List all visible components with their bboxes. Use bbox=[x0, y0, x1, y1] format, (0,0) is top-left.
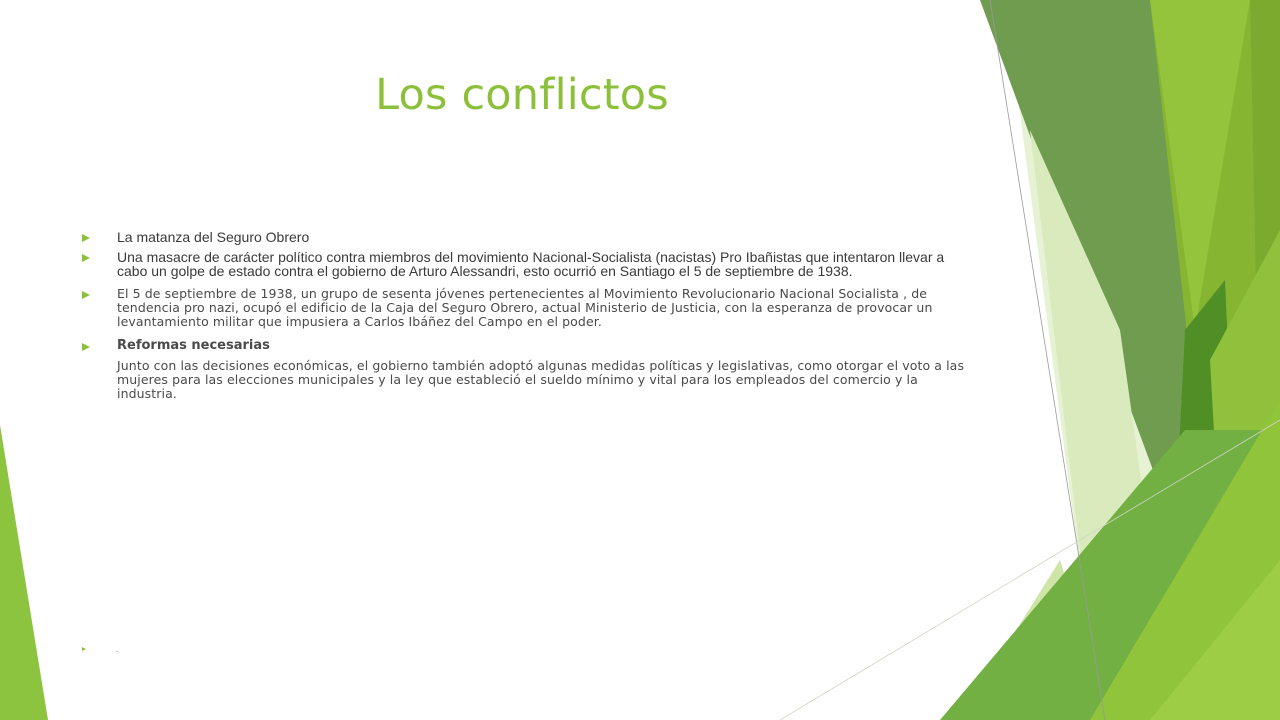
triangle-right-icon bbox=[82, 291, 90, 299]
bullet-item-reformas bbox=[82, 338, 972, 353]
triangle-right-icon bbox=[82, 234, 90, 242]
triangle-right-icon bbox=[82, 343, 90, 351]
slide-content bbox=[82, 230, 972, 401]
trailing-empty-bullet bbox=[82, 646, 122, 656]
triangle-right-icon bbox=[82, 254, 90, 262]
slide-title: Los conflictos bbox=[375, 70, 669, 120]
bullet-heading: Reformas necesarias bbox=[117, 338, 270, 353]
bullet-text: El 5 de septiembre de 1938, un grupo de sesenta jóvenes pertenecientes al Movimiento Revolucionario Nacional Socialista , de tendencia pro nazi, ocupó el edificio de la Caja del Seguro Obrero, actual Ministerio de Justicia, con la esperanza de provocar un levantamiento militar que impusiera a Carlos Ibáñez del Campo en el poder. bbox=[117, 286, 933, 329]
triangle-right-icon bbox=[82, 647, 86, 651]
trailing-mark: . bbox=[116, 646, 119, 654]
bullet-item-5-septiembre bbox=[82, 287, 972, 329]
bullet-text: La matanza del Seguro Obrero bbox=[117, 229, 310, 245]
bullet-item-masacre bbox=[82, 250, 972, 278]
bullet-text: Una masacre de carácter político contra miembros del movimiento Nacional-Socialista (nacistas) Pro Ibañistas que intentaron llevar a cabo un golpe de estado contra el gobierno de Arturo Alessandri, esto ocurrió en Santiago el 5 de septiembre de 1938. bbox=[117, 249, 945, 279]
bullet-item-seguro-obrero bbox=[82, 230, 972, 244]
reformas-paragraph: Junto con las decisiones económicas, el gobierno también adoptó algunas medidas políticas y legislativas, como otorgar el voto a las mujeres para las elecciones municipales y la ley que estableció el sueldo mínimo y vital para los empleados del comercio y la industria. bbox=[117, 358, 965, 401]
left-green-sliver bbox=[0, 425, 48, 720]
